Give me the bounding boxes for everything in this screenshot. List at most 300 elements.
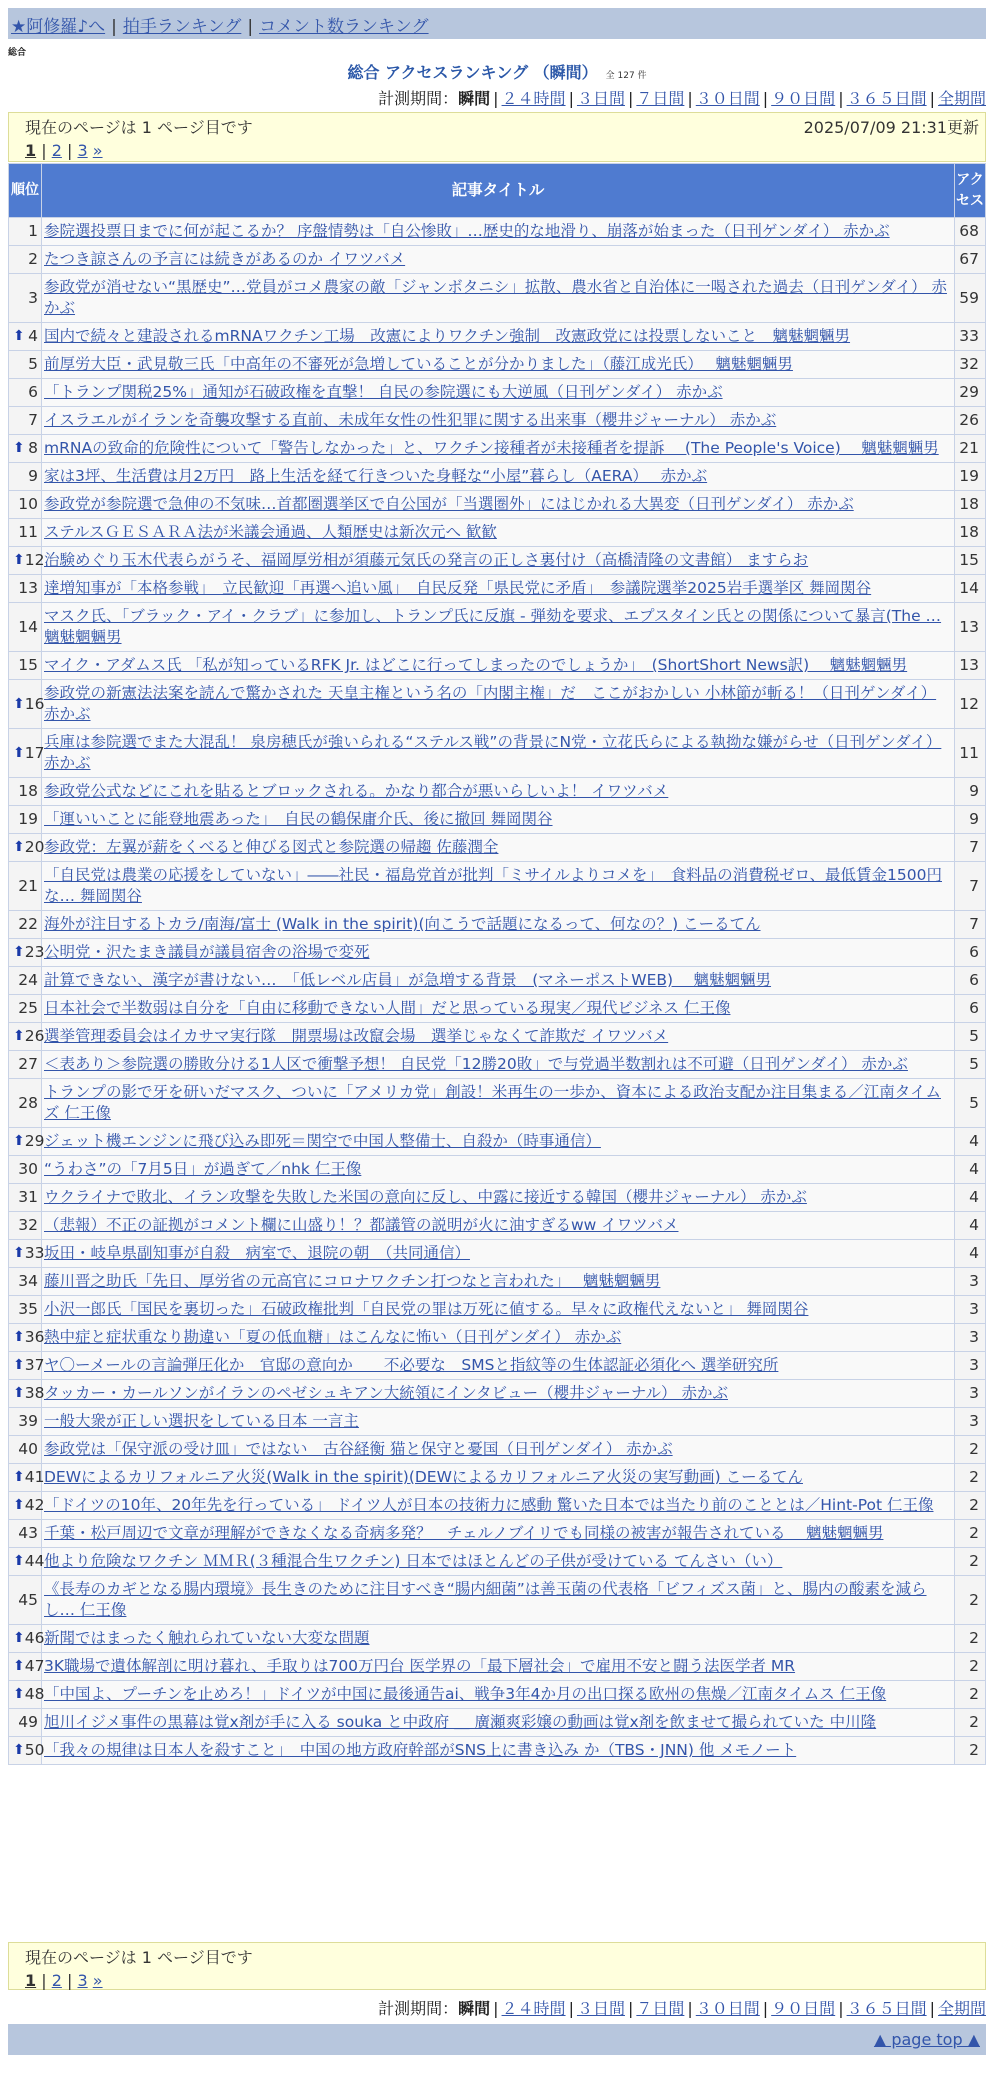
table-row — [9, 1156, 986, 1184]
rank-up-arrow-icon: ⬆ — [13, 1385, 25, 1401]
rank-up-arrow-icon: ⬆ — [13, 1329, 25, 1345]
article-title-link[interactable]: 参政党：左翼が薪をくべると伸びる図式と参院選の帰趨 佐藤潤全 — [44, 838, 499, 856]
article-title-link[interactable]: 「ドイツの10年、20年先を行っている」 ドイツ人が日本の技術力に感動 驚いた日本では当たり前のこととは／Hint-Pot 仁王像 — [44, 1496, 934, 1514]
rank-number: 12 — [24, 551, 45, 569]
article-title-link[interactable]: 公明党・沢たまき議員が議員宿舎の浴場で変死 — [44, 943, 370, 961]
rank-number: 1 — [28, 222, 38, 240]
page-status: 現在のページは 1 ページ目です — [25, 118, 253, 137]
title-cell — [42, 1576, 955, 1625]
rank-cell — [9, 379, 42, 407]
title-cell — [42, 778, 955, 806]
rank-up-arrow-icon: ⬆ — [13, 1553, 25, 1569]
rank-cell — [9, 351, 42, 379]
rank-up-arrow-icon: ⬆ — [13, 440, 25, 456]
rank-number: 5 — [28, 355, 38, 373]
article-title-link[interactable]: 参政党が参院選で急伸の不気味…首都圏選挙区で自公国が「当選圏外」にはじかれる大異変（日刊ゲンダイ） 赤かぶ — [44, 495, 854, 513]
article-title-link[interactable]: トランプの影で牙を研いだマスク、ついに「アメリカ党」創設！米再生の一歩か、資本による政治支配か注目集まる／江南タイムズ 仁王像 — [44, 1083, 941, 1122]
table-row — [9, 1296, 986, 1324]
table-row — [9, 463, 986, 491]
period-separator: | — [568, 89, 574, 108]
article-title-link[interactable]: 国内で続々と建設されるmRNAワクチン工場 改憲によりワクチン強制 改憲政党には投票しないこと 魑魅魍魎男 — [44, 327, 851, 345]
table-row — [9, 1023, 986, 1051]
access-count: 68 — [955, 218, 986, 246]
table-header-row — [9, 164, 986, 218]
article-title-link[interactable]: 小沢一郎氏「国民を裏切った」石破政権批判「自民党の罪は万死に値する。早々に政権代えないと」 舞岡関谷 — [44, 1300, 809, 1318]
rank-number: 14 — [18, 617, 38, 636]
next-page-link[interactable]: » — [92, 1971, 103, 1990]
rank-number: 41 — [24, 1468, 45, 1486]
article-title-link[interactable]: マスク氏、「ブラック・アイ・クラブ」に参加し、トランプ氏に反旗 - 弾劾を要求、エプスタイン氏との関係について暴言(The … 魑魅魍魎男 — [44, 607, 942, 646]
period-option-link[interactable]: ３日間 — [576, 89, 625, 108]
period-option-link[interactable]: ９０日間 — [771, 89, 836, 108]
article-title-link[interactable]: たつき諒さんの予言には続きがあるのか イワツバメ — [44, 250, 406, 268]
article-title-link[interactable]: mRNAの致命的危険性について「警告しなかった」と、ワクチン接種者が未接種者を提訴 (The People's Voice) 魑魅魍魎男 — [44, 439, 939, 457]
title-cell — [42, 1548, 955, 1576]
table-row — [9, 862, 986, 911]
access-count: 3 — [955, 1408, 986, 1436]
access-count: 9 — [955, 778, 986, 806]
title-cell — [42, 1520, 955, 1548]
title-cell — [42, 246, 955, 274]
rank-cell — [9, 729, 45, 778]
rank-up-arrow-icon: ⬆ — [13, 1469, 25, 1485]
period-label: 計測期間： — [378, 89, 459, 108]
period-option-link[interactable]: ２４時間 — [501, 1999, 566, 2018]
access-count: 5 — [955, 1051, 986, 1079]
rank-number: 32 — [18, 1216, 38, 1234]
title-cell — [42, 1184, 955, 1212]
title-cell — [42, 862, 955, 911]
article-title-link[interactable]: 参院選投票日までに何が起こるか？ 序盤情勢は「自公惨敗」…歴史的な地滑り、崩落が始まった（日刊ゲンダイ） 赤かぶ — [44, 222, 890, 240]
current-page: 1 — [25, 141, 37, 160]
rank-cell — [9, 1240, 45, 1268]
rank-cell — [9, 463, 42, 491]
period-option-link[interactable]: ９０日間 — [771, 1999, 836, 2018]
rank-up-arrow-icon: ⬆ — [13, 1630, 25, 1646]
title-cell — [42, 1156, 955, 1184]
category-tag: 総合 — [8, 48, 27, 58]
nav-separator: | — [111, 17, 117, 37]
table-row — [9, 1079, 986, 1128]
rank-number: 23 — [24, 943, 45, 961]
page-link[interactable]: 3 — [77, 1971, 88, 1990]
rank-cell — [9, 519, 42, 547]
access-count: 67 — [955, 246, 986, 274]
page-link[interactable]: 2 — [51, 1971, 62, 1990]
article-title-link[interactable]: 他より危険なワクチン ＭＭＲ(３種混合生ワクチン) 日本ではほとんどの子供が受けている てんさい（い） — [44, 1552, 783, 1570]
page-links — [25, 141, 969, 160]
article-title-link[interactable]: 藤川晋之助氏「先日、厚労省の元高官にコロナワクチン打つなと言われた」 魑魅魍魎男 — [44, 1272, 661, 1290]
title-cell — [42, 1240, 955, 1268]
table-row — [9, 1653, 986, 1681]
rank-up-arrow-icon: ⬆ — [13, 1028, 25, 1044]
table-row — [9, 1576, 986, 1625]
access-count: 2 — [955, 1653, 986, 1681]
rank-number: 24 — [18, 971, 38, 989]
table-row — [9, 1408, 986, 1436]
rank-number: 40 — [18, 1440, 38, 1458]
clap-ranking-link[interactable]: 拍手ランキング — [122, 17, 242, 37]
title-cell — [42, 351, 955, 379]
rank-up-arrow-icon: ⬆ — [13, 1686, 25, 1702]
period-option-link[interactable]: ３６５日間 — [846, 89, 927, 108]
rank-up-arrow-icon: ⬆ — [13, 839, 25, 855]
title-cell — [42, 652, 955, 680]
access-count: 7 — [955, 862, 986, 911]
article-title-link[interactable]: 熱中症と症状重なり勘違い「夏の低血糖」はこんなに怖い（日刊ゲンダイ） 赤かぶ — [44, 1328, 622, 1346]
next-page-link[interactable]: » — [92, 141, 103, 160]
table-row — [9, 575, 986, 603]
rank-number: 30 — [18, 1160, 38, 1178]
rank-number: 25 — [18, 999, 38, 1017]
table-row — [9, 246, 986, 274]
article-title-link[interactable]: 計算できない、漢字が書けない… 「低レベル店員」が急増する背景 (マネーポストWEB) 魑魅魍魎男 — [44, 971, 772, 989]
period-option-link[interactable]: 全期間 — [937, 1999, 986, 2018]
article-title-link[interactable]: タッカー・カールソンがイランのペゼシュキアン大統領にインタビュー（櫻井ジャーナル） 赤かぶ — [44, 1384, 728, 1402]
article-title-link[interactable]: 兵庫は参院選でまた大混乱！ 泉房穂氏が強いられる“ステルス戦”の背景にN党・立花氏らによる執拗な嫌がらせ（日刊ゲンダイ） 赤かぶ — [44, 733, 942, 772]
access-count: 4 — [955, 1212, 986, 1240]
table-row — [9, 547, 986, 575]
title-cell — [42, 323, 955, 351]
title-cell — [42, 575, 955, 603]
rank-number: 29 — [24, 1132, 45, 1150]
rank-cell — [9, 547, 45, 575]
title-cell — [42, 1212, 955, 1240]
period-option-link[interactable]: ７日間 — [636, 1999, 685, 2018]
table-row — [9, 1240, 986, 1268]
rank-cell — [9, 967, 42, 995]
rank-number: 43 — [18, 1524, 38, 1542]
rank-number: 19 — [18, 810, 38, 828]
ranking-table — [8, 163, 986, 1765]
rank-number: 15 — [18, 656, 38, 674]
rank-cell — [9, 1492, 45, 1520]
rank-number: 34 — [18, 1272, 38, 1290]
title-cell — [42, 491, 955, 519]
table-row — [9, 1737, 986, 1765]
title-cell — [42, 435, 955, 463]
table-row — [9, 1464, 986, 1492]
title-cell — [42, 995, 955, 1023]
rank-cell — [9, 806, 42, 834]
title-cell — [42, 1296, 955, 1324]
rank-cell — [9, 1324, 45, 1352]
title-cell — [42, 519, 955, 547]
access-count: 3 — [955, 1352, 986, 1380]
title-cell — [42, 1625, 955, 1653]
page-link[interactable]: 3 — [77, 141, 88, 160]
access-count: 9 — [955, 806, 986, 834]
rank-cell — [9, 652, 42, 680]
rank-cell — [9, 1625, 45, 1653]
access-count: 6 — [955, 995, 986, 1023]
rank-cell — [9, 834, 45, 862]
table-row — [9, 652, 986, 680]
rank-cell — [9, 1548, 45, 1576]
title-cell — [42, 463, 955, 491]
article-title-link[interactable]: 参政党公式などにこれを貼るとブロックされる。かなり都合が悪いらしいよ！ イワツバメ — [44, 782, 669, 800]
title-cell — [42, 1492, 955, 1520]
rank-number: 11 — [18, 523, 38, 541]
article-title-link[interactable]: 達増知事が「本格参戦」 立民歓迎「再選へ追い風」 自民反発「県民党に矛盾」 参議院選挙2025岩手選挙区 舞岡関谷 — [44, 579, 872, 597]
rank-cell — [9, 680, 45, 729]
access-count: 11 — [955, 729, 986, 778]
table-row — [9, 603, 986, 652]
page-top-link[interactable]: ▲ page top ▲ — [873, 2030, 980, 2049]
title-cell — [42, 1464, 955, 1492]
page-separator: | — [41, 141, 47, 160]
rank-cell — [9, 407, 42, 435]
access-count: 14 — [955, 575, 986, 603]
access-count: 3 — [955, 1324, 986, 1352]
access-count: 3 — [955, 1268, 986, 1296]
rank-up-arrow-icon: ⬆ — [13, 695, 25, 712]
article-title-link[interactable]: 海外が注目するトカラ/南海/富士 (Walk in the spirit)(向こうで話題になるって、何なの？) こーるてん — [44, 915, 761, 933]
article-title-link[interactable]: 旭川イジメ事件の黒幕は覚x剤が手に入る souka と中政府 ＿ 廣瀬爽彩嬢の動画は覚x剤を飲ませて撮られていた 中川隆 — [44, 1713, 877, 1731]
access-count: 4 — [955, 1156, 986, 1184]
access-count: 2 — [955, 1492, 986, 1520]
pager-top — [8, 112, 986, 162]
article-title-link[interactable]: 「トランプ関税25%」通知が石破政権を直撃！ 自民の参院選にも大逆風（日刊ゲンダイ） 赤かぶ — [44, 383, 723, 401]
period-separator: | — [568, 1999, 574, 2018]
period-option-link[interactable]: 全期間 — [937, 89, 986, 108]
article-title-link[interactable]: 《長寿のカギとなる腸内環境》長生きのために注目すべき“腸内細菌”は善玉菌の代表格「ビフィズス菌」と、腸内の酸素を減らし… 仁王像 — [44, 1580, 927, 1619]
rank-number: 44 — [24, 1552, 45, 1570]
title-cell — [42, 547, 955, 575]
page-separator: | — [67, 141, 73, 160]
period-current: 瞬間 — [458, 1999, 491, 2018]
title-cell — [42, 1737, 955, 1765]
access-count: 13 — [955, 603, 986, 652]
page-title-text: 総合 アクセスランキング （瞬間） — [347, 63, 598, 82]
title-cell — [42, 1709, 955, 1737]
table-row — [9, 407, 986, 435]
period-selector — [378, 86, 986, 109]
rank-cell — [9, 575, 42, 603]
rank-cell — [9, 603, 42, 652]
article-title-link[interactable]: ヤ〇ーメールの言論弾圧化か 官邸の意向か 不必要な SMSと指紋等の生体認証必須化へ 選挙研究所 — [44, 1356, 779, 1374]
rank-number: 7 — [28, 411, 38, 429]
access-count: 15 — [955, 547, 986, 575]
page-link[interactable]: 2 — [51, 141, 62, 160]
rank-up-arrow-icon: ⬆ — [13, 1245, 25, 1261]
rank-number: 17 — [24, 743, 45, 762]
article-title-link[interactable]: DEWによるカリフォルニア火災(Walk in the spirit)(DEWによるカリフォルニア火災の実写動画) こーるてん — [44, 1468, 803, 1486]
article-title-link[interactable]: 坂田・岐阜県副知事が自殺 病室で、退院の朝 （共同通信） — [44, 1244, 470, 1262]
rank-cell — [9, 995, 42, 1023]
access-count: 7 — [955, 834, 986, 862]
rank-cell — [9, 1051, 42, 1079]
rank-number: 26 — [24, 1027, 45, 1045]
table-row — [9, 1051, 986, 1079]
table-row — [9, 1436, 986, 1464]
rank-number: 8 — [28, 439, 38, 457]
rank-number: 37 — [24, 1356, 45, 1374]
period-current: 瞬間 — [458, 89, 491, 108]
article-title-link[interactable]: 新聞ではまったく触れられていない大変な問題 — [44, 1629, 370, 1647]
rank-cell — [9, 1709, 42, 1737]
period-separator: | — [838, 89, 844, 108]
table-row — [9, 1492, 986, 1520]
rank-number: 10 — [18, 495, 38, 513]
rank-number: 50 — [24, 1741, 45, 1759]
title-cell — [42, 729, 955, 778]
period-separator: | — [493, 1999, 499, 2018]
article-title-link[interactable]: 参政党の新憲法法案を読んで驚かされた 天皇主権という名の「内閣主権」だ ここがおかしい 小林節が斬る！（日刊ゲンダイ） 赤かぶ — [44, 684, 937, 723]
article-title-link[interactable]: 選挙管理委員会はイカサマ実行隊 開票場は改竄会場 選挙じゃなくて詐欺だ イワツバメ — [44, 1027, 669, 1045]
table-row — [9, 1520, 986, 1548]
period-option-link[interactable]: ３０日間 — [695, 1999, 760, 2018]
title-cell — [42, 967, 955, 995]
article-title-link[interactable]: 家は3坪、生活費は月2万円 路上生活を経て行きついた身軽な“小屋”暮らし（AERA） 赤かぶ — [44, 467, 708, 485]
access-count: 29 — [955, 379, 986, 407]
title-column-header: 記事タイトル — [42, 164, 955, 218]
period-label: 計測期間： — [378, 1999, 459, 2018]
rank-number: 35 — [18, 1300, 38, 1318]
rank-number: 38 — [24, 1384, 45, 1402]
access-count: 19 — [955, 463, 986, 491]
article-title-link[interactable]: 「自民党は農業の応援をしていない」――社民・福島党首が批判「ミサイルよりコメを」 食料品の消費税ゼロ、最低賃金1500円な… 舞岡関谷 — [44, 866, 942, 905]
access-count: 2 — [955, 1681, 986, 1709]
article-title-link[interactable]: ジェット機エンジンに飛び込み即死＝関空で中国人整備士、自殺か（時事通信） — [44, 1132, 601, 1150]
access-count: 2 — [955, 1520, 986, 1548]
table-row — [9, 218, 986, 246]
rank-cell — [9, 1576, 42, 1625]
rank-cell — [9, 1737, 45, 1765]
article-title-link[interactable]: 日本社会で半数弱は自分を「自由に移動できない人間」だと思っている現実／現代ビジネス 仁王像 — [44, 999, 731, 1017]
rank-number: 28 — [18, 1093, 38, 1112]
table-row — [9, 1128, 986, 1156]
article-title-link[interactable]: 千葉・松戸周辺で文章が理解ができなくなる奇病多発？ チェルノブイリでも同様の被害が報告されている 魑魅魍魎男 — [44, 1524, 884, 1542]
table-row — [9, 351, 986, 379]
period-separator: | — [838, 1999, 844, 2018]
rank-number: 39 — [18, 1412, 38, 1430]
rank-cell — [9, 862, 42, 911]
table-row — [9, 323, 986, 351]
article-title-link[interactable]: 参政党は「保守派の受け皿」ではない 古谷経衡 猫と保守と憂国（日刊ゲンダイ） 赤かぶ — [44, 1440, 673, 1458]
rank-number: 36 — [24, 1328, 45, 1346]
period-separator: | — [929, 1999, 935, 2018]
access-count: 32 — [955, 351, 986, 379]
table-row — [9, 1625, 986, 1653]
rank-cell — [9, 1212, 42, 1240]
article-title-link[interactable]: 3K職場で遺体解剖に明け暮れ、手取りは700万円台 医学界の「最下層社会」で雇用不安と闘う法医学者 MR — [44, 1657, 796, 1675]
article-title-link[interactable]: 参政党が消せない“黒歴史”…党員がコメ農家の敵「ジャンボタニシ」拡散、農水省と自治体に一喝された過去（日刊ゲンダイ） 赤かぶ — [44, 278, 947, 317]
table-row — [9, 911, 986, 939]
article-title-link[interactable]: （悲報）不正の証拠がコメント欄に山盛り！？都議管の説明が火に油すぎるww イワツバメ — [44, 1216, 679, 1234]
access-count: 4 — [955, 1184, 986, 1212]
title-cell — [42, 274, 955, 323]
access-count: 2 — [955, 1576, 986, 1625]
table-row — [9, 729, 986, 778]
title-cell — [42, 1128, 955, 1156]
page-links — [25, 1971, 969, 1990]
access-count: 33 — [955, 323, 986, 351]
title-cell — [42, 407, 955, 435]
rank-number: 49 — [18, 1713, 38, 1731]
page-separator: | — [41, 1971, 47, 1990]
article-title-link[interactable]: “うわさ”の「7月5日」が過ぎて／nhk 仁王像 — [44, 1160, 362, 1178]
rank-number: 33 — [24, 1244, 45, 1262]
access-count: 2 — [955, 1464, 986, 1492]
title-cell — [42, 911, 955, 939]
rank-cell — [9, 911, 42, 939]
period-option-link[interactable]: ７日間 — [636, 89, 685, 108]
rank-up-arrow-icon: ⬆ — [13, 552, 25, 568]
rank-number: 22 — [18, 915, 38, 933]
title-cell — [42, 1051, 955, 1079]
period-option-link[interactable]: ３日間 — [576, 1999, 625, 2018]
title-cell — [42, 1408, 955, 1436]
title-cell — [42, 1436, 955, 1464]
title-cell — [42, 603, 955, 652]
period-option-link[interactable]: ３０日間 — [695, 89, 760, 108]
period-selector-bottom — [378, 1996, 986, 2019]
article-title-link[interactable]: 「我々の規律は日本人を殺すこと」 中国の地方政府幹部がSNS上に書き込み か（TBS・JNN) 他 メモノート — [44, 1741, 797, 1759]
rank-cell — [9, 1436, 42, 1464]
table-row — [9, 379, 986, 407]
table-row — [9, 491, 986, 519]
title-cell — [42, 1681, 955, 1709]
table-row — [9, 967, 986, 995]
comment-ranking-link[interactable]: コメント数ランキング — [259, 17, 429, 37]
article-title-link[interactable]: ＜表あり＞参院選の勝敗分ける1人区で衝撃予想！ 自民党「12勝20敗」で与党過半数割れは不可避（日刊ゲンダイ） 赤かぶ — [44, 1055, 908, 1073]
access-count: 18 — [955, 491, 986, 519]
article-title-link[interactable]: ウクライナで敗北、イラン攻撃を失敗した米国の意向に反し、中露に接近する韓国（櫻井ジャーナル） 赤かぶ — [44, 1188, 807, 1206]
rank-number: 18 — [18, 782, 38, 800]
period-separator: | — [687, 89, 693, 108]
period-separator: | — [493, 89, 499, 108]
access-count: 4 — [955, 1128, 986, 1156]
article-title-link[interactable]: イスラエルがイランを奇襲攻撃する直前、未成年女性の性犯罪に関する出来事（櫻井ジャーナル） 赤かぶ — [44, 411, 777, 429]
rank-cell — [9, 1296, 42, 1324]
top-nav-bar — [8, 8, 986, 39]
article-title-link[interactable]: 一般大衆が正しい選択をしている日本 一言主 — [44, 1412, 359, 1430]
period-option-link[interactable]: ２４時間 — [501, 89, 566, 108]
article-title-link[interactable]: 治験めぐり玉木代表らがうそ、福岡厚労相が須藤元気氏の発言の正しさ裏付け（高橋清隆の文書館） ますらお — [44, 551, 809, 569]
period-separator: | — [687, 1999, 693, 2018]
article-title-link[interactable]: 「中国よ、プーチンを止めろ！」ドイツが中国に最後通告ai、戦争3年4か月の出口探る欧州の焦燥／江南タイムス 仁王像 — [44, 1685, 887, 1703]
access-count: 12 — [955, 680, 986, 729]
rank-number: 46 — [24, 1629, 45, 1647]
rank-cell — [9, 1156, 42, 1184]
rank-cell — [9, 1023, 45, 1051]
rank-number: 42 — [24, 1496, 45, 1514]
rank-number: 47 — [24, 1657, 45, 1675]
access-count: 2 — [955, 1436, 986, 1464]
rank-up-arrow-icon: ⬆ — [13, 1497, 25, 1513]
access-count: 2 — [955, 1625, 986, 1653]
rank-column-header: 順位 — [9, 164, 42, 218]
article-title-link[interactable]: 前厚労大臣・武見敬三氏「中高年の不審死が急増していることが分かりました」（藤江成光氏） 魑魅魍魎男 — [44, 355, 793, 373]
title-cell — [42, 1352, 955, 1380]
rank-cell — [9, 1184, 42, 1212]
table-row — [9, 939, 986, 967]
rank-number: 9 — [28, 467, 38, 485]
rank-cell — [9, 1653, 45, 1681]
period-option-link[interactable]: ３６５日間 — [846, 1999, 927, 2018]
home-link[interactable]: ★阿修羅♪へ — [11, 17, 106, 37]
article-title-link[interactable]: 「運いいことに能登地震あった」 自民の鶴保庸介氏、後に撤回 舞岡関谷 — [44, 810, 553, 828]
article-title-link[interactable]: ステルスＧＥＳＡＲＡ法が米議会通過、人類歴史は新次元へ 歓歓 — [44, 523, 497, 541]
rank-number: 13 — [18, 579, 38, 597]
article-title-link[interactable]: マイク・アダムス氏 「私が知っているRFK Jr. はどこに行ってしまったのでしょうか」 (ShortShort News訳) 魑魅魍魎男 — [44, 656, 908, 674]
table-row — [9, 1548, 986, 1576]
title-cell — [42, 680, 955, 729]
title-cell — [42, 1324, 955, 1352]
title-cell — [42, 1023, 955, 1051]
table-row — [9, 778, 986, 806]
